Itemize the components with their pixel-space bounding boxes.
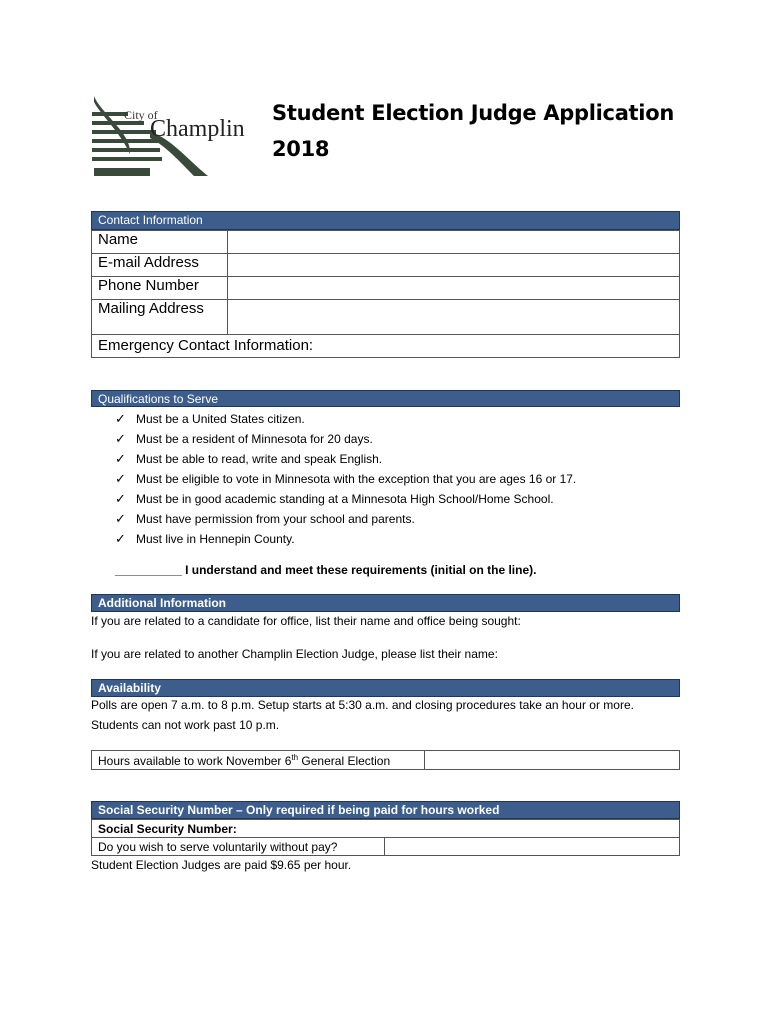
volunteer-answer-field[interactable] — [385, 838, 680, 856]
mailing-address-field[interactable] — [228, 300, 680, 335]
hours-available-table — [91, 750, 680, 770]
acknowledgement-text: I understand and meet these requirements (initial on the line). — [181, 563, 537, 577]
name-label: Name — [92, 231, 228, 254]
related-judge-question: If you are related to another Champlin Election Judge, please list their name: — [91, 647, 498, 661]
pay-rate-note: Student Election Judges are paid $9.65 per hour. — [91, 858, 352, 872]
hours-available-field[interactable] — [425, 751, 680, 770]
email-field[interactable] — [228, 254, 680, 277]
contact-table — [91, 230, 680, 358]
city-logo — [90, 92, 260, 178]
list-item: ✓ Must be a United States citizen. — [115, 409, 576, 429]
name-field[interactable] — [228, 231, 680, 254]
availability-section-header: Availability — [91, 679, 680, 697]
checkmark-icon: ✓ — [115, 411, 126, 426]
qualifications-section-header: Qualifications to Serve — [91, 390, 680, 407]
phone-label: Phone Number — [92, 277, 228, 300]
title-line-1: Student Election Judge Application — [272, 101, 674, 125]
qualifications-list — [115, 409, 576, 549]
list-item: ✓ Must be able to read, write and speak English. — [115, 449, 576, 469]
volunteer-question: Do you wish to serve voluntarily without pay? — [92, 838, 385, 856]
ssn-field[interactable]: Social Security Number: — [92, 820, 680, 838]
logo-city-of: City of — [124, 108, 158, 122]
checkmark-icon: ✓ — [115, 491, 126, 506]
ssn-section-header: Social Security Number – Only required if being paid for hours worked — [91, 801, 680, 819]
phone-field[interactable] — [228, 277, 680, 300]
initial-line[interactable]: __________ — [115, 563, 182, 577]
list-item: ✓ Must live in Hennepin County. — [115, 529, 576, 549]
related-candidate-question: If you are related to a candidate for office, list their name and office being sought: — [91, 614, 521, 628]
additional-section-header: Additional Information — [91, 594, 680, 612]
title-line-2: 2018 — [272, 137, 330, 161]
page-title — [272, 95, 674, 167]
list-item: ✓ Must be eligible to vote in Minnesota with the exception that you are ages 16 or 17. — [115, 469, 576, 489]
checkmark-icon: ✓ — [115, 471, 126, 486]
emergency-contact-field[interactable]: Emergency Contact Information: — [92, 335, 680, 358]
availability-line-2: Students can not work past 10 p.m. — [91, 718, 280, 732]
checkmark-icon: ✓ — [115, 451, 126, 466]
availability-line-1: Polls are open 7 a.m. to 8 p.m. Setup starts at 5:30 a.m. and closing procedures take an hour or more. — [91, 698, 634, 712]
list-item: ✓ Must have permission from your school and parents. — [115, 509, 576, 529]
requirements-acknowledgement — [115, 563, 536, 577]
checkmark-icon: ✓ — [115, 531, 126, 546]
mailing-address-label: Mailing Address — [92, 300, 228, 335]
checkmark-icon: ✓ — [115, 511, 126, 526]
contact-section-header: Contact Information — [91, 211, 680, 230]
hours-available-label: Hours available to work November 6th General Election — [92, 751, 425, 770]
ssn-table — [91, 819, 680, 856]
list-item: ✓ Must be in good academic standing at a Minnesota High School/Home School. — [115, 489, 576, 509]
logo-champlin: Champlin — [150, 116, 245, 142]
email-label: E-mail Address — [92, 254, 228, 277]
list-item: ✓ Must be a resident of Minnesota for 20 days. — [115, 429, 576, 449]
checkmark-icon: ✓ — [115, 431, 126, 446]
